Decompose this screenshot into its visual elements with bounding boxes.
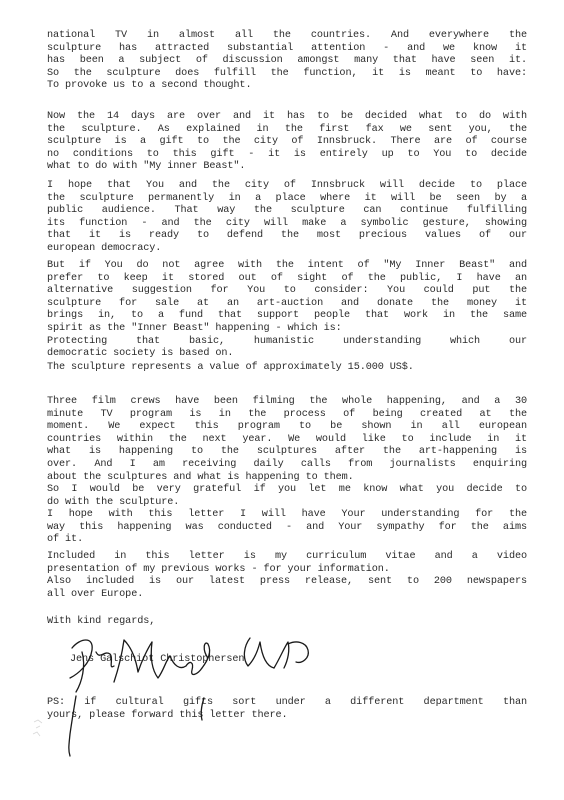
text-line: sculpture is a gift to the city of Innsbruck. There are of course [47,136,527,148]
text-line: I hope with this letter I will have Your understanding for the [47,509,527,520]
text-line: brings in, to a fund that support people that work in the same [47,310,527,322]
text-line: alternative suggestion for You to consider: You could put the [47,285,527,297]
paragraph-film [47,396,527,509]
text-line: over. And I am receiving daily calls from journalists enquiring [47,458,527,470]
handwritten-signature [52,630,352,760]
text-line: Included in this letter is my curriculum vitae and a video [47,551,527,562]
paragraph-understanding [47,509,527,547]
text-line: its function - and the city will make a symbolic gesture, showing [47,217,527,229]
text-line: what to do with "My inner Beast". [47,161,246,173]
text-line: what is happening to the sculptures after the art-happening is [47,446,527,458]
text-line: But if You do not agree with the intent of "My Inner Beast" and [47,260,527,271]
text-line: the sculpture. As explained in the first fax we sent you, the [47,123,527,135]
text-line: sculpture for sale at an art-auction and donate the money it [47,297,527,309]
paragraph-continuation [47,30,527,93]
paragraph-value [47,362,527,375]
text-line: I hope that You and the city of Innsbruck will decide to place [47,180,527,191]
text-line: do with the sculpture. [47,496,180,508]
text-line: So I would be very grateful if you let me know what you decide to [47,484,527,496]
text-line: Now the 14 days are over and it has to be decided what to do with [47,111,527,122]
text-line: PS: if cultural gifts sort under a different department than [47,697,527,708]
text-line: presentation of my previous works - for your information. [47,563,390,575]
text-line: the sculpture permanently in a place where it will be seen by a [47,192,527,204]
paragraph-decision [47,111,527,174]
text-line: sculpture has attracted substantial attention - and we know it [47,42,527,54]
text-line: about the sculptures and what is happening to them. [47,471,354,483]
text-line: prefer to keep it stored out of sight of the public, I have an [47,272,527,284]
faint-mark [28,714,58,744]
text-line: democratic society is based on. [47,348,234,360]
text-line: national TV in almost all the countries. And everywhere the [47,30,527,41]
text-line: moment. We expect this program to be shown in all european [47,421,527,433]
text-line: The sculpture represents a value of approximately 15.000 US$. [47,362,414,373]
postscript [47,697,527,722]
text-line: yours, please forward this letter there. [47,709,288,721]
paragraph-alternative [47,260,527,361]
text-line: european democracy. [47,242,162,254]
closing [47,616,527,629]
text-line: countries within the next year. We would like to include in it [47,433,527,445]
text-line: has been a subject of discussion amongst many that have seen it. [47,55,527,67]
text-line: spirit as the "Inner Beast" happening - which is: [47,322,342,334]
paragraph-enclosures [47,551,527,601]
closing-text: With kind regards, [47,616,156,627]
text-line: minute TV program is in the process of being created at the [47,408,527,420]
paragraph-placement [47,180,527,256]
text-line: public audience. That way the sculpture can continue fulfilling [47,205,527,217]
signer-block [70,654,550,667]
text-line: Protecting that basic, humanistic understanding which our [47,335,527,347]
text-line: Also included is our latest press release, sent to 200 newspapers [47,576,527,588]
text-line: To provoke us to a second thought. [47,80,252,92]
text-line: Three film crews have been filming the whole happening, and a 30 [47,396,527,407]
signer-name: Jens Galschiot Christophersen [70,654,245,665]
text-line: way this happening was conducted - and Your sympathy for the aims [47,521,527,533]
text-line: that it is ready to defend the most precious values of our [47,230,527,242]
text-line: no conditions to this gift - it is entirely up to You to decide [47,148,527,160]
text-line: So the sculpture does fulfill the function, it is meant to have: [47,67,527,79]
text-line: of it. [47,534,84,546]
text-line: all over Europe. [47,588,144,600]
